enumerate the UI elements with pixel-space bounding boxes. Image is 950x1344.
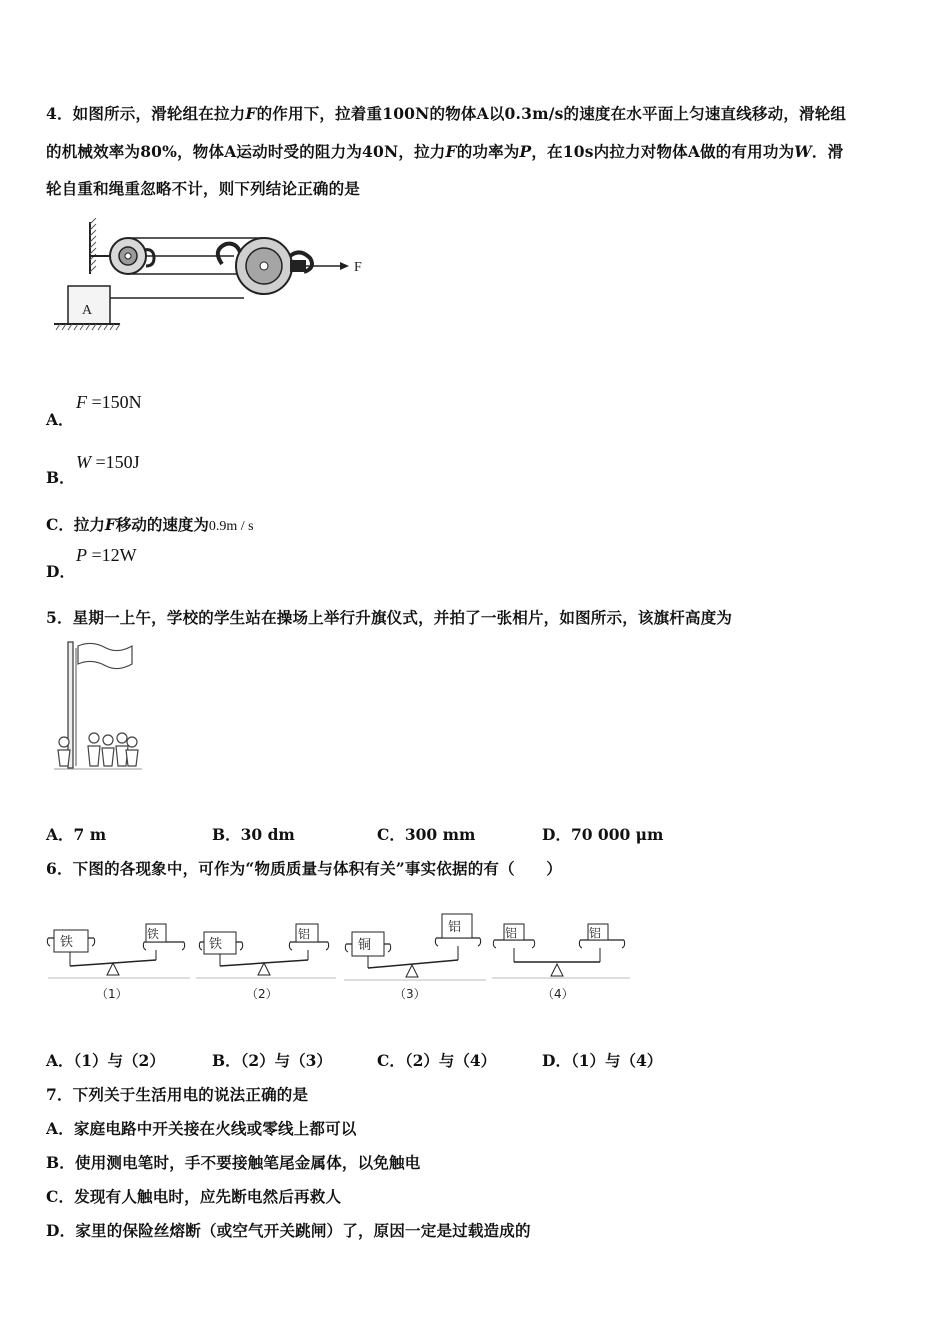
- svg-text:（3）: （3）: [394, 987, 426, 1001]
- balance-2: [196, 924, 336, 1001]
- svg-text:（4）: （4）: [542, 987, 574, 1001]
- q6-option-a: A．（1）与（2）: [46, 1051, 165, 1070]
- force-label: F: [354, 260, 362, 275]
- q4-option-a: A．: [46, 410, 74, 429]
- svg-text:铁: 铁: [60, 935, 74, 950]
- q5-stem: 5．星期一上午，学校的学生站在操场上举行升旗仪式，并拍了一张相片，如图所示，该旗杆高度为: [46, 608, 733, 627]
- flagpole: [68, 642, 73, 768]
- q5-option-b: B．30 dm: [212, 825, 295, 844]
- q4-option-c: C．拉力F移动的速度为0.9m / s: [46, 515, 254, 534]
- q5-option-d: D．70 000 μm: [542, 825, 664, 844]
- q6-option-c: C．（2）与（4）: [377, 1051, 497, 1070]
- q4-option-d: D．: [46, 562, 75, 581]
- q5-option-c: C．300 mm: [377, 825, 476, 844]
- svg-text:铁: 铁: [147, 927, 160, 941]
- q6-option-b: B．（2）与（3）: [212, 1051, 332, 1070]
- svg-text:铝: 铝: [589, 926, 602, 940]
- q7-option-b: B．使用测电笔时，手不要接触笔尾金属体，以免触电: [46, 1153, 421, 1172]
- q7-option-d: D．家里的保险丝熔断（或空气开关跳闸）了，原因一定是过载造成的: [46, 1221, 531, 1240]
- svg-text:铝: 铝: [298, 927, 311, 941]
- q7-option-a: A．家庭电路中开关接在火线或零线上都可以: [46, 1119, 357, 1138]
- q7-option-c: C．发现有人触电时，应先断电然后再救人: [46, 1187, 342, 1206]
- q4-option-b-math: W =150J: [76, 452, 140, 472]
- flag: [78, 643, 132, 668]
- q4-option-a-math: F =150N: [76, 392, 142, 412]
- pulley-figure: [44, 218, 384, 338]
- svg-text:铁: 铁: [209, 937, 223, 952]
- q5-option-a: A．7 m: [46, 825, 107, 844]
- balance-3: [344, 914, 486, 1001]
- q4-option-d-math: P =12W: [76, 545, 137, 565]
- balance-figures: [44, 910, 644, 1010]
- q4-stem-line-2: 的机械效率为80%，物体A运动时受的阻力为40N，拉力F的功率为P，在10s内拉力对物体A做的有用功为W．滑: [46, 142, 844, 161]
- svg-text:铜: 铜: [358, 938, 372, 953]
- flagpole-figure: [50, 638, 150, 773]
- balance-1: [47, 924, 190, 1001]
- q6-stem: 6．下图的各现象中，可作为“物质质量与体积有关”事实依据的有（ ）: [46, 859, 562, 878]
- svg-text:铝: 铝: [448, 920, 462, 935]
- q6-option-d: D．（1）与（4）: [542, 1051, 663, 1070]
- q4-option-b: B．: [46, 468, 75, 487]
- svg-text:铝: 铝: [505, 926, 518, 940]
- block-label: A: [82, 303, 93, 318]
- q4-stem-line-1: 4．如图所示，滑轮组在拉力F的作用下，拉着重100N的物体A以0.3m/s的速度在水平面上匀速直线移动，滑轮组: [46, 104, 847, 123]
- svg-text:（1）: （1）: [96, 987, 128, 1001]
- q4-stem-line-3: 轮自重和绳重忽略不计，则下列结论正确的是: [46, 179, 361, 198]
- svg-text:（2）: （2）: [246, 987, 278, 1001]
- q7-stem: 7．下列关于生活用电的说法正确的是: [46, 1085, 309, 1104]
- balance-4: [492, 924, 630, 1001]
